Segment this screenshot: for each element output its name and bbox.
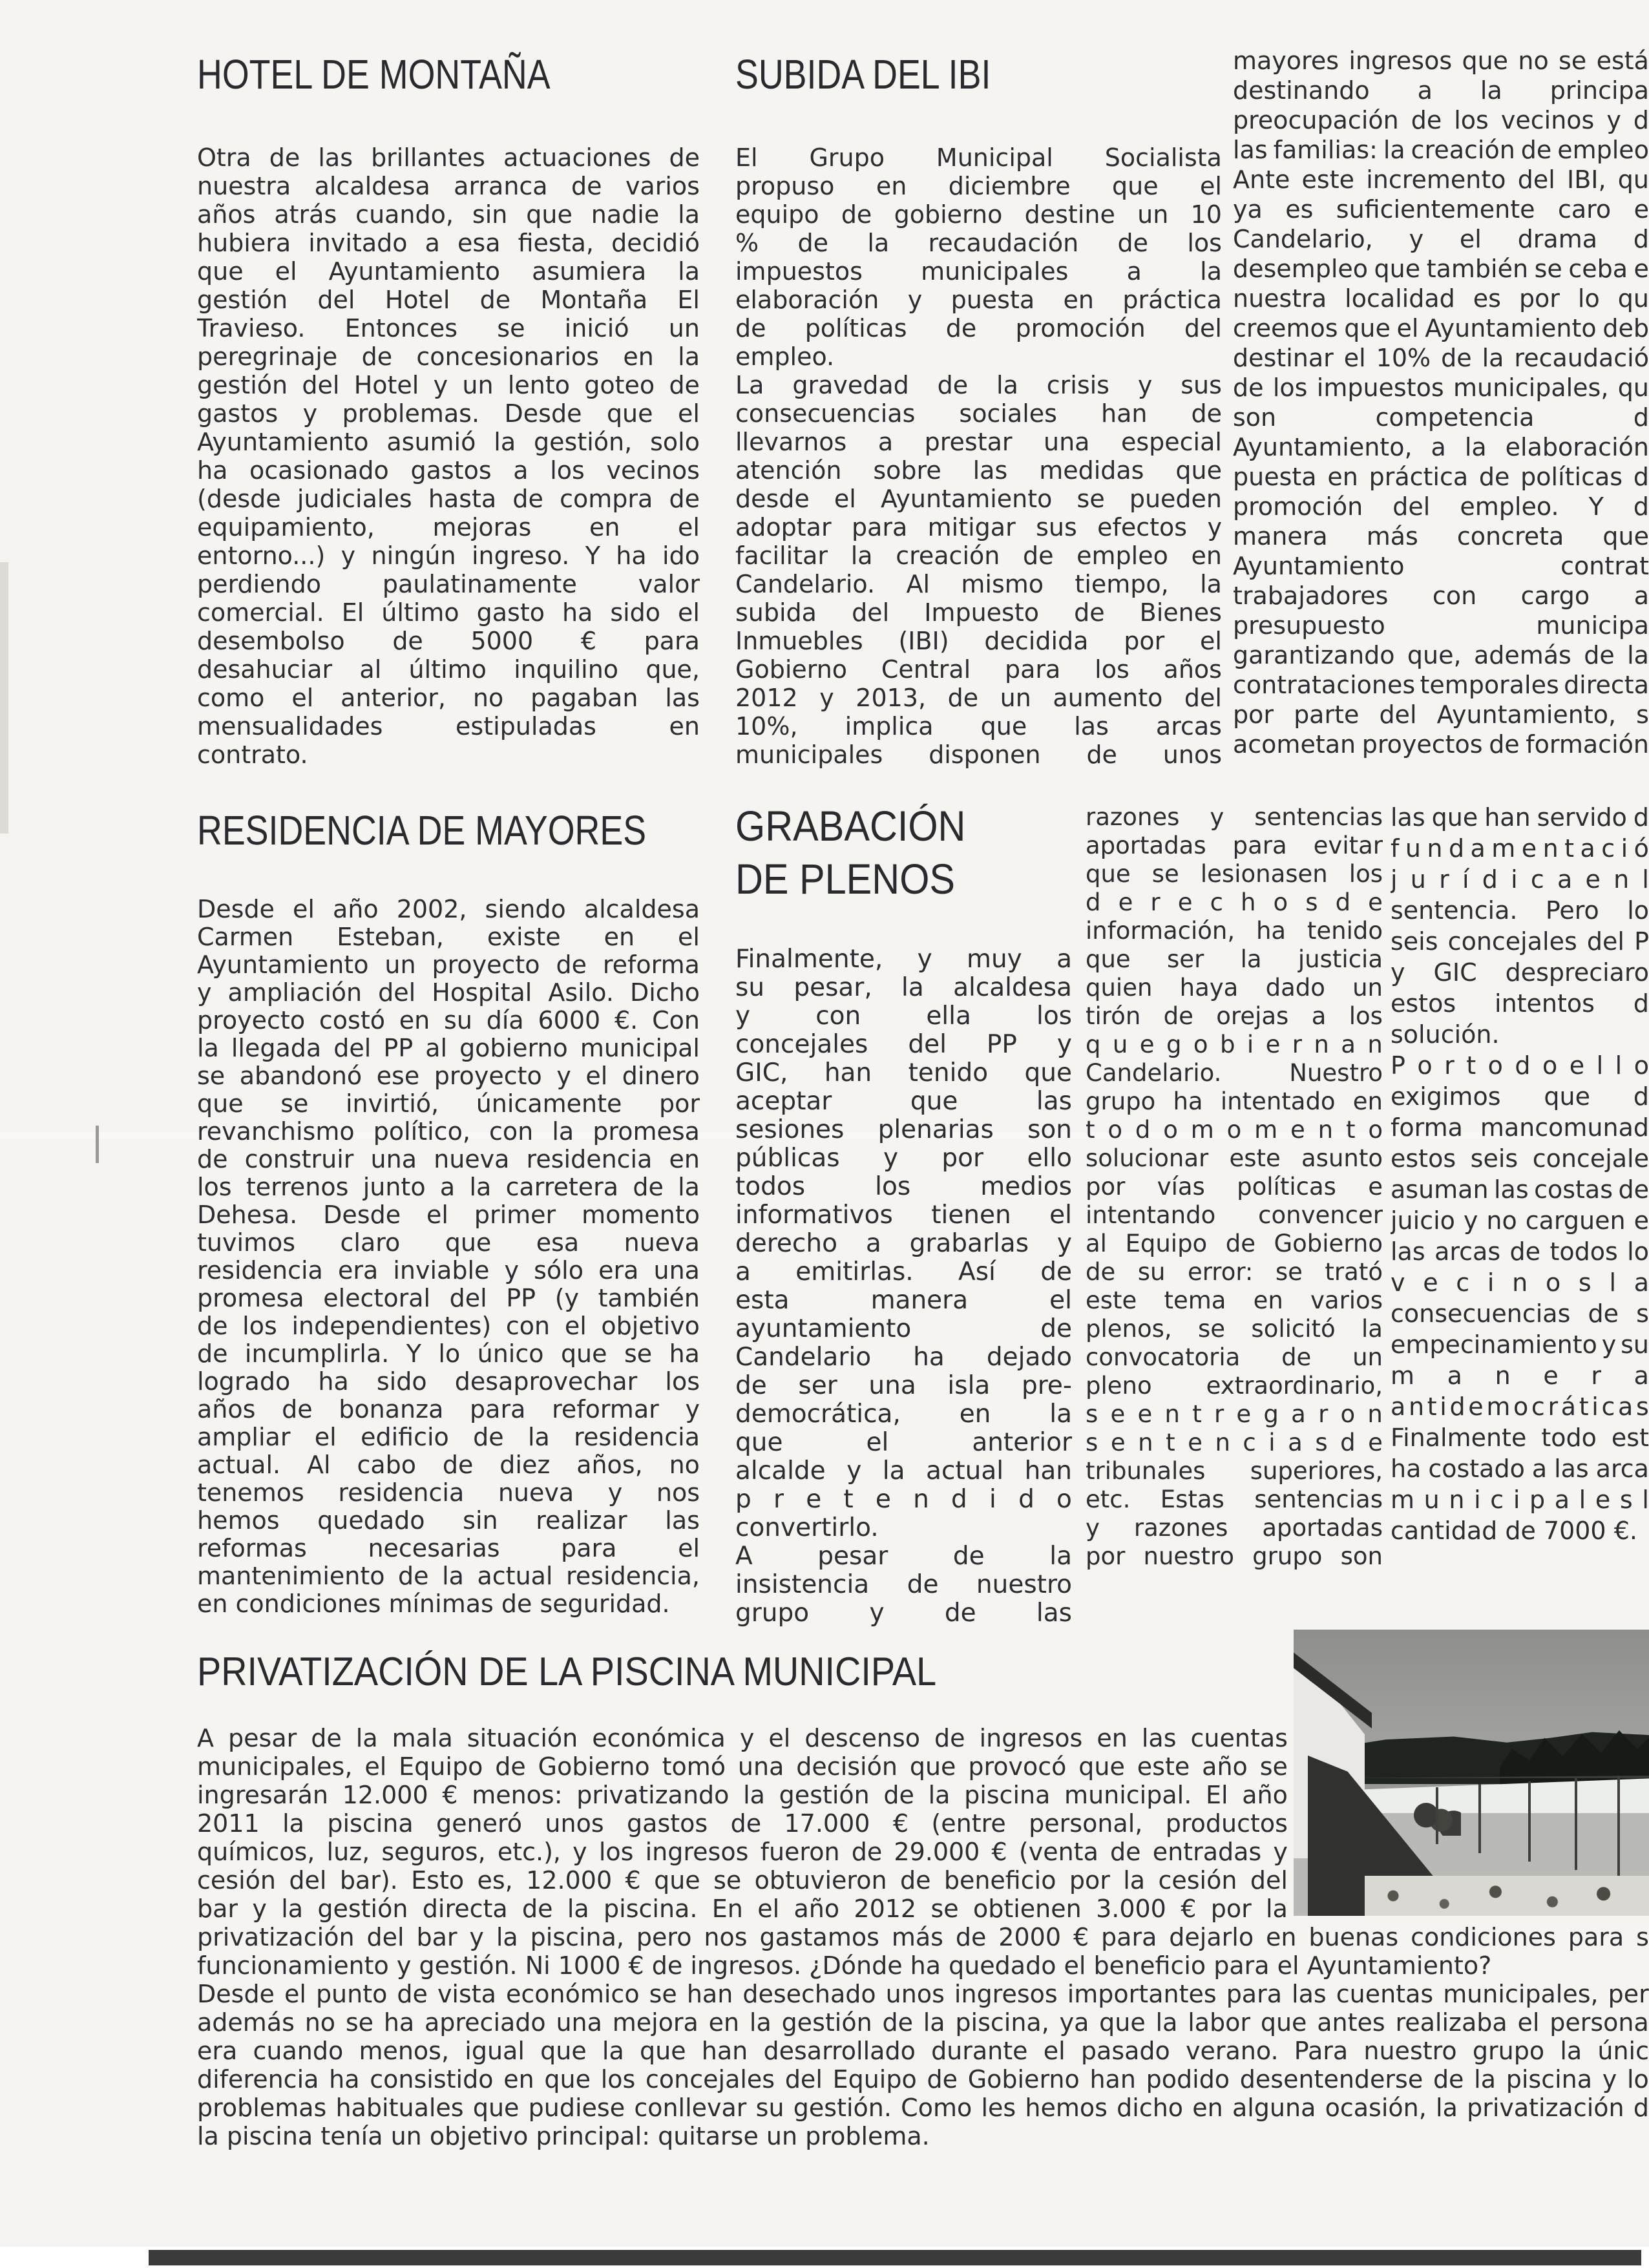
text-line: además no se ha apreciado una mejora en la gestión de la piscina, ya que la labor que antes realizaba el persona: [197, 2008, 1649, 2037]
text-line: municipales, el Equipo de Gobierno tomó una decisión que provocó que este año se: [197, 1752, 1288, 1781]
article-title-plenos-line1: GRABACIÓN: [735, 802, 966, 850]
text-line: consecuencias sociales han de: [735, 399, 1222, 428]
text-line: de los independientes) con el objetivo: [197, 1312, 700, 1339]
scan-edge-artifact: [0, 562, 8, 834]
text-line: las arcas de todos lo: [1391, 1237, 1649, 1266]
article-title-hotel: HOTEL DE MONTAÑA: [197, 51, 551, 98]
text-line: P o r t o d o e l l o: [1391, 1051, 1649, 1080]
text-line: presupuesto municipa: [1233, 611, 1649, 640]
text-line: su pesar, la alcaldesa: [735, 973, 1072, 1002]
text-line: Ante este incremento del IBI, qu: [1233, 165, 1649, 194]
text-line: A pesar de la mala situación económica y el descenso de ingresos en las cuentas: [197, 1724, 1288, 1752]
text-line: 2012 y 2013, de un aumento del: [735, 684, 1222, 712]
photo-fence-post: [1436, 1787, 1438, 1845]
text-line: los terrenos junto a la carretera de la: [197, 1173, 700, 1201]
text-line: y razones aportadas: [1086, 1514, 1383, 1542]
text-line: democrática, en la: [735, 1400, 1072, 1428]
text-line: cantidad de 7000 €.: [1391, 1517, 1637, 1545]
text-line: exigimos que d: [1391, 1082, 1649, 1111]
text-line: Candelario ha dejado: [735, 1343, 1072, 1371]
text-line: ha ocasionado gastos a los vecinos: [197, 456, 700, 485]
text-line: mensualidades estipuladas en: [197, 712, 700, 740]
text-line: equipamiento, mejoras en el: [197, 513, 700, 541]
text-line: funcionamiento y gestión. Ni 1000 € de ingresos. ¿Dónde ha quedado el beneficio para el Ayuntamiento?: [197, 1951, 1492, 1980]
text-line: La gravedad de la crisis y sus: [735, 371, 1222, 399]
text-line: nuestra localidad es por lo qu: [1233, 284, 1649, 313]
text-line: como el anterior, no pagaban las: [197, 684, 700, 712]
text-line: que el anterior: [735, 1428, 1072, 1456]
text-line: diferencia ha consistido en que los concejales del Equipo de Gobierno han podido desentenderse de la piscina y lo: [197, 2065, 1649, 2094]
text-line: impuestos municipales a la: [735, 257, 1222, 286]
text-line: Otra de las brillantes actuaciones de: [197, 143, 700, 172]
photo-fence-post: [1478, 1784, 1481, 1853]
text-line: públicas y por ello: [735, 1144, 1072, 1172]
article-body-piscina-wrapped: [197, 1724, 1288, 1923]
text-line: revanchismo político, con la promesa: [197, 1117, 700, 1145]
text-line: que ser la justicia: [1086, 945, 1383, 973]
text-line: Ayuntamiento, a la elaboración: [1233, 433, 1649, 461]
text-line: equipo de gobierno destine un 10: [735, 200, 1222, 229]
text-line: ampliar el edificio de la residencia: [197, 1423, 700, 1451]
text-line: convocatoria de un: [1086, 1343, 1383, 1371]
text-line: desahuciar al último inquilino que,: [197, 655, 700, 684]
article-title-residencia: RESIDENCIA DE MAYORES: [197, 807, 647, 854]
text-line: información, ha tenido: [1086, 917, 1383, 945]
text-line: de ser una isla pre-: [735, 1371, 1072, 1400]
text-line: gestión del Hotel y un lento goteo de: [197, 371, 700, 399]
text-line: El Grupo Municipal Socialista: [735, 143, 1222, 172]
text-line: cesión del bar). Esto es, 12.000 € que se obtuvieron de beneficio por la cesión del: [197, 1866, 1288, 1895]
text-line: que se invirtió, únicamente por: [197, 1089, 700, 1117]
text-line: y GIC despreciaro: [1391, 958, 1649, 987]
text-line: químicos, luz, seguros, etc.), y los ingresos fueron de 29.000 € (venta de entradas y: [197, 1838, 1288, 1866]
article-body-residencia: [197, 895, 700, 1617]
text-line: m u n i c i p a l e s l: [1391, 1486, 1649, 1514]
text-line: Ayuntamiento asumió la gestión, solo: [197, 428, 700, 456]
text-line: nuestra alcaldesa arranca de varios: [197, 172, 700, 200]
text-line: de su error: se trató: [1086, 1258, 1383, 1286]
text-line: informativos tienen el: [735, 1201, 1072, 1229]
text-line: comercial. El último gasto ha sido el: [197, 598, 700, 627]
text-line: Candelario. Nuestro: [1086, 1059, 1383, 1087]
text-line: peregrinaje de concesionarios en la: [197, 342, 700, 371]
text-line: hemos quedado sin realizar las: [197, 1506, 700, 1534]
text-line: Candelario, y el drama d: [1233, 225, 1649, 253]
text-line: ha costado a las arca: [1391, 1454, 1649, 1483]
text-line: por parte del Ayuntamiento, s: [1233, 700, 1649, 729]
article-title-plenos-line2: DE PLENOS: [735, 855, 956, 903]
photo-fence-post: [1617, 1776, 1620, 1878]
text-line: atención sobre las medidas que: [735, 456, 1222, 485]
text-line: reformas necesarias para el: [197, 1534, 700, 1562]
text-line: contrato.: [197, 740, 308, 769]
text-line: facilitar la creación de empleo en: [735, 541, 1222, 570]
text-line: 10%, implica que las arcas: [735, 712, 1222, 740]
text-line: se abandonó ese proyecto y el dinero: [197, 1062, 700, 1089]
text-line: juicio y no carguen e: [1391, 1206, 1649, 1235]
text-line: desde el Ayuntamiento se pueden: [735, 485, 1222, 513]
text-line: en condiciones mínimas de seguridad.: [197, 1590, 670, 1617]
text-line: s e n t e n c i a s d e: [1086, 1429, 1383, 1456]
text-line: sentencia. Pero lo: [1391, 896, 1649, 925]
article-body-plenos: [735, 945, 1072, 1627]
text-line: d e r e c h o s d e: [1086, 888, 1383, 916]
text-line: entorno...) y ningún ingreso. Y ha ido: [197, 541, 700, 570]
text-line: intentando convencer: [1086, 1201, 1383, 1229]
text-line: la piscina tenía un objetivo principal: quitarse un problema.: [197, 2122, 930, 2150]
text-line: y con ella los: [735, 1002, 1072, 1030]
photo-fence-post: [1528, 1781, 1531, 1862]
text-line: garantizando que, además de la: [1233, 641, 1649, 669]
scanner-edge-bar: [149, 2250, 1641, 2265]
text-line: por vías políticas e: [1086, 1173, 1383, 1201]
text-line: actual. Al cabo de diez años, no: [197, 1451, 700, 1478]
text-line: asuman las costas de: [1391, 1175, 1649, 1204]
text-line: tribunales superiores,: [1086, 1457, 1383, 1485]
text-line: al Equipo de Gobierno: [1086, 1230, 1383, 1257]
text-line: pleno extraordinario,: [1086, 1372, 1383, 1400]
text-line: insistencia de nuestro: [735, 1570, 1072, 1599]
article-title-ibi: SUBIDA DEL IBI: [735, 51, 991, 98]
text-line: problemas habituales que pudiese conllevar su gestión. Como les hemos dicho en alguna ocasión, la privatización d: [197, 2094, 1649, 2122]
text-line: aportadas para evitar: [1086, 832, 1383, 859]
text-line: derecho a grabarlas y: [735, 1229, 1072, 1257]
text-line: solución.: [1391, 1020, 1500, 1049]
text-line: esta manera el: [735, 1286, 1072, 1314]
text-line: subida del Impuesto de Bienes: [735, 598, 1222, 627]
text-line: la llegada del PP al gobierno municipal: [197, 1034, 700, 1062]
text-line: GIC, han tenido que: [735, 1058, 1072, 1087]
text-line: gastos y problemas. Desde que el: [197, 399, 700, 428]
text-line: Gobierno Central para los años: [735, 655, 1222, 684]
text-line: aceptar que las: [735, 1087, 1072, 1115]
text-line: perdiendo paulatinamente valor: [197, 570, 700, 598]
text-line: de construir una nueva residencia en: [197, 1145, 700, 1173]
photo-fence-post: [1575, 1778, 1577, 1870]
scan-mark-artifact: [96, 1126, 99, 1163]
text-line: forma mancomunad: [1391, 1113, 1649, 1142]
text-line: ayuntamiento de: [735, 1314, 1072, 1343]
text-line: y ampliación del Hospital Asilo. Dicho: [197, 978, 700, 1006]
text-line: v e c i n o s l a: [1391, 1268, 1649, 1297]
text-line: que se lesionasen los: [1086, 860, 1383, 888]
text-line: s e e n t r e g a r o n: [1086, 1400, 1383, 1428]
text-line: propuso en diciembre que el: [735, 172, 1222, 200]
text-line: proyecto costó en su día 6000 €. Con: [197, 1006, 700, 1034]
text-line: destinar el 10% de la recaudació: [1233, 344, 1649, 372]
text-line: hubiera invitado a esa fiesta, decidió: [197, 229, 700, 257]
text-line: las que han servido d: [1391, 803, 1649, 832]
text-line: años atrás cuando, sin que nadie la: [197, 200, 700, 229]
text-line: etc. Estas sentencias: [1086, 1486, 1383, 1513]
text-line: 2011 la piscina generó unos gastos de 17.000 € (entre personal, productos: [197, 1809, 1288, 1838]
text-line: ingresarán 12.000 € menos: privatizando la gestión de la piscina municipal. El año: [197, 1781, 1288, 1809]
text-line: grupo y de las: [735, 1599, 1072, 1627]
text-line: consecuencias de s: [1391, 1299, 1649, 1328]
text-line: de los impuestos municipales, qu: [1233, 373, 1649, 402]
text-line: Desde el punto de vista económico se han desechado unos ingresos importantes para las cuentas municipales, per: [197, 1980, 1649, 2008]
text-line: f u n d a m e n t a c i ó: [1391, 834, 1649, 863]
text-line: Inmuebles (IBI) decidida por el: [735, 627, 1222, 655]
text-line: llevarnos a prestar una especial: [735, 428, 1222, 456]
article-body-ibi: [735, 143, 1222, 769]
text-line: de incumplirla. Y lo único que se ha: [197, 1339, 700, 1367]
text-line: Desde el año 2002, siendo alcaldesa: [197, 895, 700, 923]
text-line: m a n e r a: [1391, 1361, 1649, 1390]
text-line: años de bonanza para reformar y: [197, 1395, 700, 1423]
text-line: ya es suficientemente caro e: [1233, 195, 1649, 224]
text-line: promesa electoral del PP (y también: [197, 1284, 700, 1312]
text-line: tenemos residencia nueva y nos: [197, 1478, 700, 1506]
text-line: creemos que el Ayuntamiento deb: [1233, 314, 1649, 342]
text-line: acometan proyectos de formación: [1233, 730, 1649, 759]
text-line: grupo ha intentado en: [1086, 1087, 1383, 1115]
text-line: empleo.: [735, 342, 835, 371]
text-line: desembolso de 5000 € para: [197, 627, 700, 655]
text-line: de políticas de promoción del: [735, 314, 1222, 342]
text-line: % de la recaudación de los: [735, 229, 1222, 257]
pool-photo: [1294, 1630, 1649, 1916]
text-line: Dehesa. Desde el primer momento: [197, 1201, 700, 1228]
text-line: Ayuntamiento contrat: [1233, 552, 1649, 580]
text-line: concejales del PP y: [735, 1030, 1072, 1058]
text-line: a n t i d e m o c r á t i c a s: [1391, 1392, 1649, 1421]
text-line: sesiones plenarias son: [735, 1115, 1072, 1144]
text-line: era cuando menos, igual que la que han desarrollado durante el pasado verano. Para nuestro grupo la únic: [197, 2037, 1649, 2065]
text-line: mantenimiento de la actual residencia,: [197, 1562, 700, 1590]
text-line: son competencia d: [1233, 403, 1649, 432]
text-line: razones y sentencias: [1086, 803, 1383, 831]
text-line: bar y la gestión directa de la piscina. En el año 2012 se obtienen 3.000 € por la: [197, 1895, 1288, 1923]
text-line: estos seis concejale: [1391, 1144, 1649, 1173]
text-line: Carmen Esteban, existe en el: [197, 923, 700, 950]
text-line: trabajadores con cargo a: [1233, 582, 1649, 610]
text-line: solucionar este asunto: [1086, 1144, 1383, 1172]
text-line: Travieso. Entonces se inició un: [197, 314, 700, 342]
text-line: seis concejales del P: [1391, 927, 1649, 956]
text-line: privatización del bar y la piscina, pero nos gastamos más de 2000 € para dejarlo en buenas condiciones para s: [197, 1923, 1649, 1951]
text-line: este tema en varios: [1086, 1286, 1383, 1314]
text-line: preocupación de los vecinos y d: [1233, 106, 1649, 134]
text-line: promoción del empleo. Y d: [1233, 492, 1649, 521]
text-line: Candelario. Al mismo tiempo, la: [735, 570, 1222, 598]
text-line: alcalde y la actual han: [735, 1456, 1072, 1485]
text-line: estos intentos d: [1391, 989, 1649, 1018]
text-line: residencia era inviable y sólo era una: [197, 1256, 700, 1284]
text-line: tirón de orejas a los: [1086, 1002, 1383, 1030]
text-line: quien haya dado un: [1086, 974, 1383, 1002]
text-line: todos los medios: [735, 1172, 1072, 1201]
article-body-plenos-continued-2: [1391, 803, 1649, 1548]
text-line: manera más concreta que: [1233, 522, 1649, 551]
text-line: empecinamiento y su: [1391, 1330, 1649, 1359]
text-line: j u r í d i c a e n l: [1391, 865, 1649, 894]
text-line: adoptar para mitigar sus efectos y: [735, 513, 1222, 541]
text-line: Finalmente todo est: [1391, 1423, 1649, 1452]
text-line: logrado ha sido desaprovechar los: [197, 1367, 700, 1395]
text-line: plenos, se solicitó la: [1086, 1315, 1383, 1343]
text-line: desempleo que también se ceba e: [1233, 255, 1649, 283]
article-title-piscina: PRIVATIZACIÓN DE LA PISCINA MUNICIPAL: [197, 1650, 937, 1694]
text-line: contrataciones temporales directa: [1233, 671, 1649, 699]
text-line: tuvimos claro que esa nueva: [197, 1228, 700, 1256]
text-line: Ayuntamiento un proyecto de reforma: [197, 950, 700, 978]
text-line: elaboración y puesta en práctica: [735, 286, 1222, 314]
article-body-hotel: [197, 143, 700, 769]
article-body-ibi-continued: [1233, 47, 1649, 760]
text-line: destinando a la principa: [1233, 76, 1649, 105]
text-line: convertirlo.: [735, 1513, 879, 1542]
text-line: por nuestro grupo son: [1086, 1542, 1383, 1570]
text-line: p r e t e n d i d o: [735, 1485, 1072, 1513]
text-line: Finalmente, y muy a: [735, 945, 1072, 973]
text-line: que el Ayuntamiento asumiera la: [197, 257, 700, 286]
text-line: puesta en práctica de políticas d: [1233, 463, 1649, 491]
article-body-piscina-full: [197, 1923, 1649, 2150]
text-line: gestión del Hotel de Montaña El: [197, 286, 700, 314]
photo-rubble: [1365, 1876, 1649, 1916]
text-line: A pesar de la: [735, 1542, 1072, 1570]
text-line: (desde judiciales hasta de compra de: [197, 485, 700, 513]
text-line: t o d o m o m e n t o: [1086, 1116, 1383, 1144]
text-line: mayores ingresos que no se está: [1233, 47, 1649, 75]
article-body-plenos-continued: [1086, 803, 1383, 1571]
text-line: a emitirlas. Así de: [735, 1257, 1072, 1286]
text-line: q u e g o b i e r n a n: [1086, 1031, 1383, 1058]
text-line: las familias: la creación de empleo: [1233, 136, 1649, 164]
text-line: municipales disponen de unos: [735, 740, 1222, 769]
